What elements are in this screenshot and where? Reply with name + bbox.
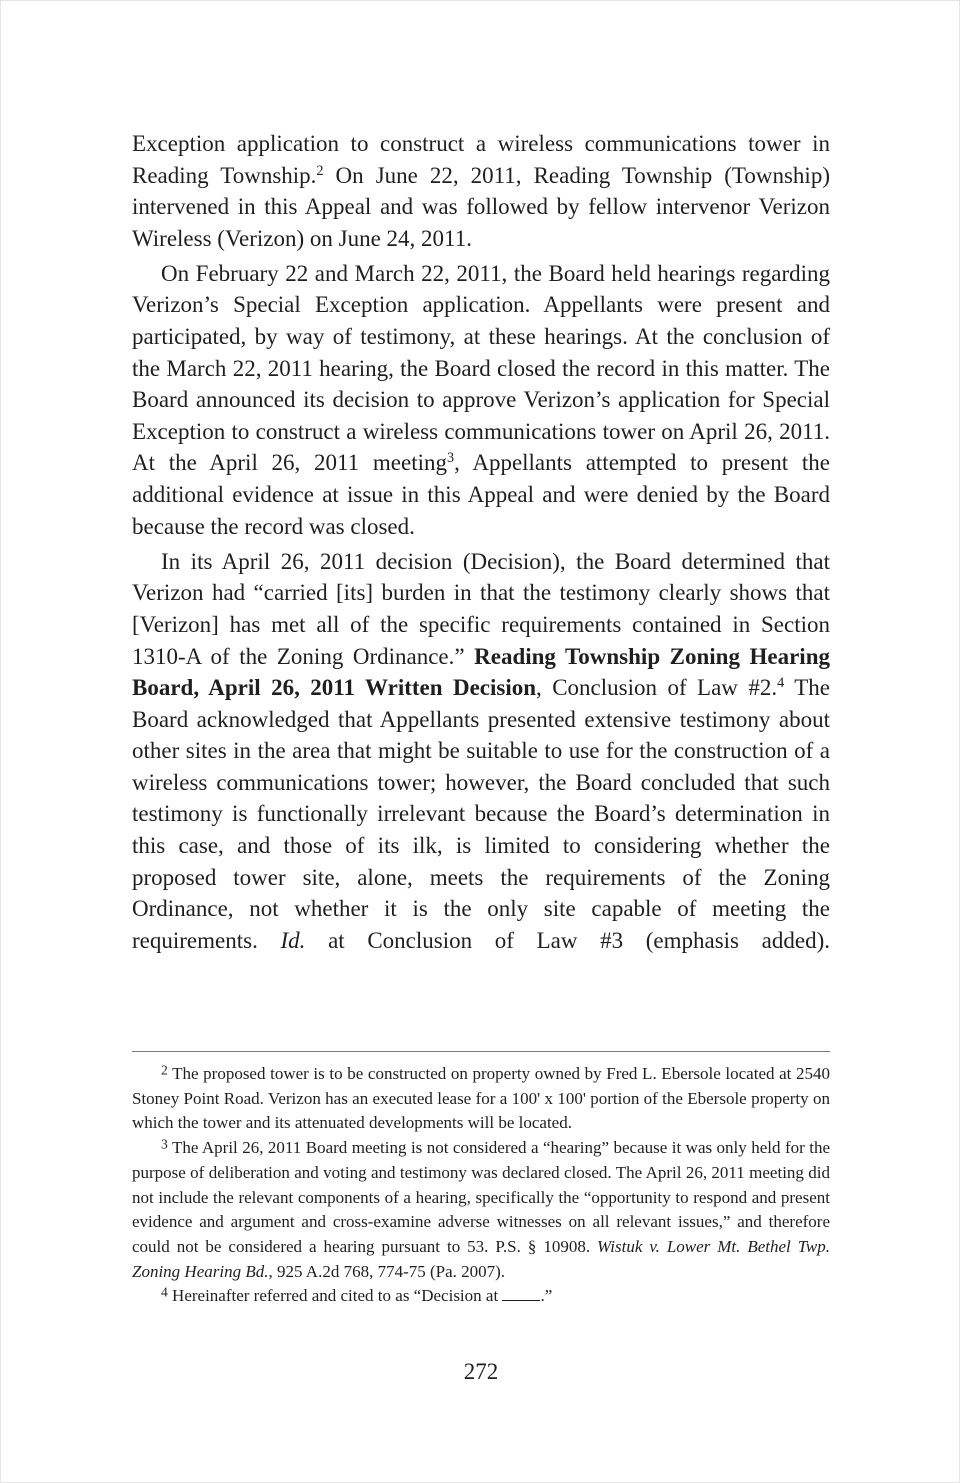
body-text	[132, 128, 830, 960]
footnote-number: 4	[161, 1284, 168, 1300]
footnote-ref-2: 2	[316, 162, 324, 179]
footnote-ref-3: 3	[447, 450, 455, 467]
case-citation: Wistuk v. Lower Mt. Bethel Twp. Zoning Hearing Bd.	[132, 1236, 830, 1281]
footnote-3: $^3$ The April 26, 2011 Board meeting is not considered a “hearing” because it was only held for the purpose of deliberation and voting and testimony was declared closed. The April 26, 2011 meeting did not include the relevant components of a hearing, specifically the “opportunity to respond and present evidence and argument and cross-examine adverse witnesses on all relevant issues,” and therefore could not be considered a hearing pursuant to 53. P.S. § 10908. Wistuk v. Lower Mt. Bethel Twp. Zoning Hearing Bd., 925 A.2d 768, 774-75 (Pa. 2007).	[132, 1136, 830, 1281]
paragraph-2: On February 22 and March 22, 2011, the Board held hearings regarding Verizon’s Special Exception application. Appellants were present and participated, by way of testimony, at these hearings. At the conclusion of the March 22, 2011 hearing, the Board closed the record in this matter. The Board announced its decision to approve Verizon’s application for Special Exception to construct a wireless communications tower on April 26, 2011. At the April 26, 2011 meeting$^3$, Appellants attempted to present the additional evidence at issue in this Appeal and were denied by the Board because the record was closed.	[132, 260, 830, 539]
footnote-ref-4: 4	[777, 675, 785, 692]
paragraph-3: In its April 26, 2011 decision (Decision), the Board determined that Verizon had “carried [its] burden in that the testimony clearly shows that [Verizon] has met all of the specific requirements contained in Section 1310-A of the Zoning Ordinance.” Reading Township Zoning Hearing Board, April 26, 2011 Written Decision, Conclusion of Law #2.$^4$ The Board acknowledged that Appellants presented extensive testimony about other sites in the area that might be suitable to use for the construction of a wireless communications tower; however, the Board concluded that such testimony is functionally irrelevant because the Board’s determination in this case, and those of its ilk, is limited to considering whether the proposed tower site, alone, meets the requirements of the Zoning Ordinance, not whether it is the only site capable of meeting the requirements. Id. at Conclusion of Law #3 (emphasis added).	[132, 548, 831, 953]
footnote-4: $^4$ Hereinafter referred and cited to as “Decision at .”	[161, 1284, 553, 1306]
footnote-divider	[132, 1051, 830, 1052]
cited-decision: Reading Township Zoning Hearing Board, April 26, 2011 Written Decision	[132, 643, 830, 701]
page-number: 272	[463, 1359, 499, 1384]
id-citation: Id.	[280, 927, 306, 953]
blank-line	[502, 1287, 540, 1301]
paragraph-1: Exception application to construct a wireless communications tower in Reading Township.$^2$ On June 22, 2011, Reading Township (Township) intervened in this Appeal and was followed by fellow intervenor Verizon Wireless (Verizon) on June 24, 2011.	[132, 131, 830, 251]
footnote-2: $^2$ The proposed tower is to be constructed on property owned by Fred L. Ebersole located at 2540 Stoney Point Road. Verizon has an executed lease for a 100' x 100' portion of the Ebersole property on which the tower and its attenuated developments will be located.	[132, 1062, 830, 1133]
footnotes	[132, 1062, 830, 1309]
footnote-number: 2	[161, 1062, 168, 1078]
footnote-number: 3	[161, 1136, 168, 1152]
